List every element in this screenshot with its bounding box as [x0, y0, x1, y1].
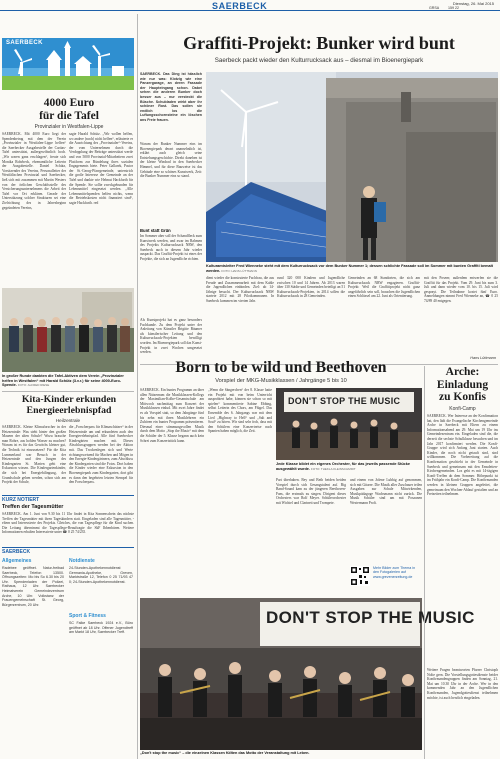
edition-code: GRSA	[429, 6, 440, 10]
group-photo	[2, 288, 134, 372]
qr-code-icon	[350, 566, 370, 586]
graffiti-body5: mit den Posern; außerdem entwerfen sie die Graffiti für das Projekt. Vom 29. Juni bis zum 3. Juli und dann wieder vom 10. bis 15. Juli wird gesprayt. Die Teilnahme kostet fünf Euro. Anmeldungen nimmt Fred Wienneke an, ☎ 0 25 74/89 40 entgegen.	[424, 276, 498, 303]
concert-photo-small	[276, 388, 422, 460]
right-column-divider	[424, 366, 425, 759]
service-allgemeines-heading: Allgemeines	[2, 558, 32, 564]
tafel-text-col1: SAERBECK. Mit 4000 Euro liegt der Spendenbetrag mit dem der Verein „Provinzialer in Westfalen-Lippe helfen“ die Saerbecker Ausgabestelle der Caritas-Tafel unterstützt, außergewöhnlich hoch. „Wir waren ganz erschlagen“, freute sich Monika Rohrbeck, ehrenamtliche Leiterin der Ausgabestelle. Daniel Schütz, Vorsitzender des Vereins, Personalleiter der Westfälischen Provinzial und Saerbecker, ließ sich mit zusammen mit Martin Westers von der örtlichen Geschäftsstelle des Versicherungsunternehmens die Arbeit der Tafel vor Ort erklären. Gerade der Unterstützung solcher Strukturen sei eine Zielrichtung des in Jahresbeginn gegründeten Vereins,	[2, 132, 66, 210]
issue-date: Dienstag, 26. Mai 2015	[452, 0, 494, 6]
graffiti-col1c: Im Sommer aber soll der Schandfleck zum Kunstwerk werden, und zwar im Rahmen des Projekts Kulturrucksack NRW, den Saerbeck auch in diesem Jahr wieder auspackt. Das Graffiti-Projekt ist eines der Projekte, die sich an Jugendliche richten.	[140, 234, 202, 261]
bunker-photo	[206, 72, 498, 262]
graffiti-body2: dient wieder die konstruierte Fachfrau, die aus Freude und Zusammenarbeit mit dem Kahle die Jugendlichen einbinden. Ziel: ab 14-Jährige besucht. Der Kulturrucksack NRW startete 2012 mit 28 Pilotkommunen. In Saerbeck kommen im vierten Jahr.	[206, 276, 274, 303]
graffiti-body1: Als Kunstprojekt hat es ganz besonders Fachkunde. Zu dem Projekt unter der Anleitung von Künstler Brigitte Bäumer als künstlerischer Leitung und den Kulturrucksack-Projekten bewilligt worden. Im Bioenergiepark soll das Kunst-Projekt in zwei Wochen umgesetzt werden.	[140, 318, 203, 355]
beethoven-col3: Part überhaben. Bey und Beth beiden beiden Vorspiel durch sich Gesangstalent auf. Big Band-Sound kam zu der jüngeren Beethoven-Fans, die erstmals zu singen. Dirigent dieses Orchesters war Rolf Meyer. Schülerorchester mit Wichtel und Clarinett und Trompete.	[276, 478, 346, 505]
kurz-notiert-label: KURZ NOTIERT	[2, 497, 40, 503]
page-code: 159 22	[448, 6, 459, 10]
left-column-divider	[137, 14, 138, 759]
qr-box[interactable]	[350, 564, 422, 588]
service-sport-heading: Sport & Fitness	[69, 613, 106, 619]
beethoven-headline: Born to be wild und Beethoven	[175, 359, 387, 376]
bunker-photo-credit: FOTO: HANS LÜTTMANN	[221, 268, 257, 273]
concert-small-caption	[276, 462, 422, 476]
beethoven-subtitle: Vorspiel der MKG-Musikklassen / Jahrgänge 5 bis 10	[215, 378, 347, 384]
graffiti-subtitle: Saerbeck packt wieder den Kulturrucksack aus – diesmal im Bioenergiepark	[214, 57, 424, 64]
kita-divider	[2, 391, 134, 392]
graffiti-author: Hans Lüttmann	[470, 356, 496, 360]
graffiti-col1b: Warum der Bunker Nummer eins im Bioenergiepark derart unansehnlich ist, erklärt auch gleich seine Entstehungsgeschichte. Direkt daneben ist der kleine Windrad in den Saerbecker Himmel, und für diese Bauweise ist das Gebäude eine so schönes Kunstwerk, Zeit: die Bunker Nummer eins so stand.	[140, 142, 202, 179]
arche-text2: Weitere Fragen beantworten Pfarrer Christoph Nolte gern. Die Vorstellungsgottesdienste beider Konfirmandengruppen finden am Sonntag, 21. Mai um 10.30 Uhr in der Arche. Wer in den kommenden Jahr an den Jugendlichen Konfirmanden, Jugendgottesdienst teilnehmen möchte, ist auch herzlich eingeladen.	[427, 668, 498, 700]
graffiti-lede: SAERBECK. Das Ding ist hässlich wie nur was: Klotzig wie eine Panzergarage, an deren Fassade der Haupteingang schon. Dabei sehen die anderen Bunker doch besser aus – nur versteckt die Büsche. Schubladen wirkt aber ihr schöner Rost. Das sollen sie endlich los die Luftungsschornsteine ein löschen ans Freie frauen.	[140, 72, 202, 122]
masthead-rule	[0, 10, 500, 11]
service-notdienste-heading: Notdienste	[69, 558, 95, 564]
bunker-caption-text: Kulturamtsleiter Fred Wienneke steht mit dem Kulturrucksack vor dem Bunker Nummer 1; dessen schlichte Fassade soll im Sommer mit bunten Graffiti bemalt werden.	[206, 264, 493, 273]
masthead	[0, 0, 500, 10]
kurz-notiert-title: Treffen der Tagesmütter	[2, 504, 64, 510]
kurz-notiert-rule	[2, 495, 134, 496]
logo-text: SAERBECK	[6, 40, 43, 46]
group-photo-caption	[2, 374, 134, 388]
saerbeck-logo	[2, 38, 134, 90]
graffiti-headline: Graffiti-Projekt: Bunker wird bunt	[183, 33, 455, 53]
concert-banner-small: DON'T STOP THE MUSIC	[288, 396, 401, 406]
tafel-subtitle: Provinzialer in Westfalen-Lippe	[34, 124, 104, 130]
service-allgemeines-text: Radebee geöffnet. Natur-freibad Saerbeck, Telefon 13500. Öffnungszeiten: Mo bis So 6.30 bis 20 Uhr. Spendenladen der Polizei, Rathaus, 12 Uhr. Saerbecker Heimatverein Gemeindezentrum Arche, 10 Uhr. Volkstanz der Frauengemeinschaft St. Georg, Bürgerzentrum, 20 Uhr.	[2, 566, 64, 607]
qr-text: Mehr Bilder zum Thema in den Fotogalerien auf www.grevenerzeitung.de	[373, 566, 416, 579]
beethoven-col1: SAERBECK. Ein buntes Programm an über allen Nützernam die Musikklassen-Kollegs der Maximilian-Kolbe-Gesamtschule am Mittwoch nachmittag zum Konzert der Musikklassen einlud. Mit zwei Jahre findet es als Vorspiel statt, so dem Jahrgänge fünf bis zehn mit ihren Musiklehrern ein Zuhören ein buntes Programm präsentieren. Diesmal einer stimmungsvollen Musik durch dem Motto „Stop the Music“ mit dem die Schüler der 5. Klasse begann auch kein Schrei zum Konzertstück kann.	[140, 388, 204, 443]
service-rule	[2, 547, 134, 548]
concert-small-credit: FOTO: THEKLA KLEINSCHMIDT	[311, 466, 356, 471]
kita-subtitle: Heilzentrale	[55, 418, 81, 423]
graffiti-subheading: Bunt statt Grün	[140, 228, 171, 233]
kita-text-col1: SAERBECK. Kleine Klimaforscher in der Heizzentrale: Was steht hinter den großen Mauern der alten Schule? Wozu brauche man Rohre, aus hohlen Wasser zu machen? Warum ist es für das Gewächs kleiner gut, die Technik ist einzusetzen? Für die Kita Lummerland war Besuch in der Heizzentrale und den Jungen des Kindergarten St. Marien geht eine Exkursion wissen. Die Kindergartenkinder, die sich bei Energiebilingung, der Grundschule gehen werden, schon sich am Projekt der Schule,	[2, 425, 66, 485]
kita-text-col2: die „Forscherpass für Klimaschützer“ in der Heizzentrale um und erkundeten auch den Energieerlebnispfad. Alle fünf Saerbecker Kindergärten machen mit. Dieses Abschlussgruppen werden bei der Aktion mit. Das Trockenlegen sich und Werte richtungsweisend für Machen und Mögen in den Energie-Kindergärtnern, zum Abschluss der Kindergarten sind die Fotos. Dort haben die Kinder wieder eine Exkursion in den Bioenergiepark zum Kindergarten, dort gibt es dann den begehrten letzten Stempel für den Forscherpass.	[69, 425, 133, 485]
kita-headline: Kita-Kinder erkunden Energieerlebnispfad	[21, 394, 117, 416]
graffiti-body4: Gemeinden an 68 Standorten, die sich am Kulturrucksack NRW engagieren. Graffiti-Projekt: Weil die Graffitiprojekt nicht ganz ungefährlich sein soll, brauchen die Jugendlichen einen Schlüssel am 22. Juni als Orientierung.	[348, 276, 420, 299]
concert-large-caption: „Don't stop the music“ – die einzelnen Klassen füllten das Motto der Veranstaltung mit Leben.	[140, 751, 310, 755]
beethoven-col4: und einem von Jolene Lubbig auf genommen, sich mit Gitarre. Die Musik aller Zuschauer teilen Ausgaben zur Schule Mitwirkenden, Musikpädagoge Wachsmann nicht zurück. Die Musik Schüler sind am mit Posaunen Westermann Profi.	[350, 478, 422, 505]
group-photo-credit: FOTO: ALFRED RIESE	[17, 383, 50, 388]
concert-banner-large: DON'T STOP THE MUSIC	[266, 608, 475, 627]
arche-headline: Arche: Einladung zu Konfis	[436, 366, 489, 404]
tafel-headline: 4000 Euro für die Tafel	[39, 97, 99, 122]
section-title: SAERBECK	[212, 0, 268, 11]
service-notdienste-text: 24-Stunden-Apothekennotdienst Germania-Apotheke, Greven, Marktstraße 12, Telefon 0 25 71/93 47 0; 24-Stunden-Apothekennotdienst.	[69, 566, 133, 584]
group-photo-caption-text: In großer Runde dankten die Tafel-Aktiven dem Verein „Provinzialer helfen in Westfalen“ mit Harald Schütz (3.v.r.) für seine 4000-Euro-Spende.	[2, 374, 124, 388]
concert-small-caption-text: Jede Klasse bildet ein eigenes Orchester, für das jeweils passende Stücke ausgewählt wurde.	[276, 462, 411, 471]
tafel-text-col2: sagte Harald Schütz. „Wir wollen helfen, wo andere (noch) nicht helfen“, erläuterte er die Ausrichtung des „Provinzialer“-Vereins, der vom Unternehmen durch die Verdopplung der Beiträge unterstützt werde und von 5000 Provinzial-Mitarbeitern zwei Plattform zur Bündelung ihres sozialen Engagements biete. Peter Gallarek, Pastor der St.-Georg-Pfarrgemeinde, unterstrich die große Interesse der Gemeinde an der Tafel und dankte wie Helmut Hackfurth für die Spende. Sie sollte zweckgebunden für Lebensmittel eingesetzt werden. „Alle Lebensmittelspenden helfen nichts, wenn die Betriebskosten nicht finanziert sind“, sagte Hackfurth. red	[69, 132, 133, 205]
arche-text: SAERBECK. Wer Interesse an der Konfirmation hat, den lädt die Evangelische Kirchengemeinde Arche in Saerbeck mit Eltern zu einem Informationsabend am 29. Mai um 19 Uhr ins Gemeindezentrum ein. Eingeladen sind die, die derzeit die sechste Schulklasse besuchen und im Jahr 2017 konfirmiert werden. Die Konfi-Gruppe wird sich Anfang Juni starten. Auch Kinder, die noch nicht getauft sind, sind willkommen. Die Vorbereitung auf die Konfirmation geschieht in der Gemeinde in Saerbeck und gemeinsam mit den Emsdetten-Kirchengemeinden. Los geht es mit 14-tägigen Konfi-Treffen ab dem Sommer. Höhepunkt ist im Frühjahr ein Konfi-Camp. Die Konfirmanden werden in kleinen Gruppen angeleitet, die gemeinsam den Wochen-Ablauf gestalten und an Freizeiten teilnehmen.	[427, 414, 498, 497]
beethoven-col2: „Wenn die Sängerchen“ der 8. Klasse hatte ein Projekt mit von beim Unterricht ausprobiert habe, können sie schon so mit spielen“ kommentierte Sabine Ebbing, selbst Leiterin des Chors, am Flügel. Das Ensemble des 6. Jahrgangs war mit dem Lied „Highway to Hell“ und „Salt and Soul“ zu hören. Wir sind sehr froh, dass mit den Schülern eine Konzertreise nach Spanien haben möglich, die Zeit.	[208, 388, 272, 434]
bunker-photo-caption	[206, 264, 498, 273]
graffiti-body3: rund 320 000 Kindern und Jugendliche zwischen 10 und 14 Jahren. Ab 2013 waren über 130 Städte und Gemeinden beteiligt an 51 Kulturrucksack-Projekten, in 2014 sollen die Kulturrucksack in 28 Gemeinden.	[277, 276, 345, 299]
kurz-notiert-text: SAERBECK. Am 1. Juni von 9.30 bis 11 Uhr findet in Kita Sonnenschein das nächste Treffen der Tagesmütter mit ihren Tageskindern statt. Eingeladen sind alle Tagesmütter, -eltern und Interessierte des Projekts. Gleiches, die von Tagespflege für die Kind suchen. Die Leitung übernimmt die Tagespflege-Beauftragte die SkF Ibbenbüren. Weitere Informationen erhalten Interessierte unter ☎ 0 25 74/235.	[2, 512, 134, 535]
arche-subtitle: Konfi-Camp	[449, 406, 476, 412]
service-town: SAERBECK	[2, 549, 31, 555]
service-sport-text: SC Falke Saerbeck 1924 e.V., Büro geöffnet ab 18 Uhr. Offener Jugendtreff am Markt 18 Uhr, Saerbecker Treff.	[69, 621, 133, 635]
